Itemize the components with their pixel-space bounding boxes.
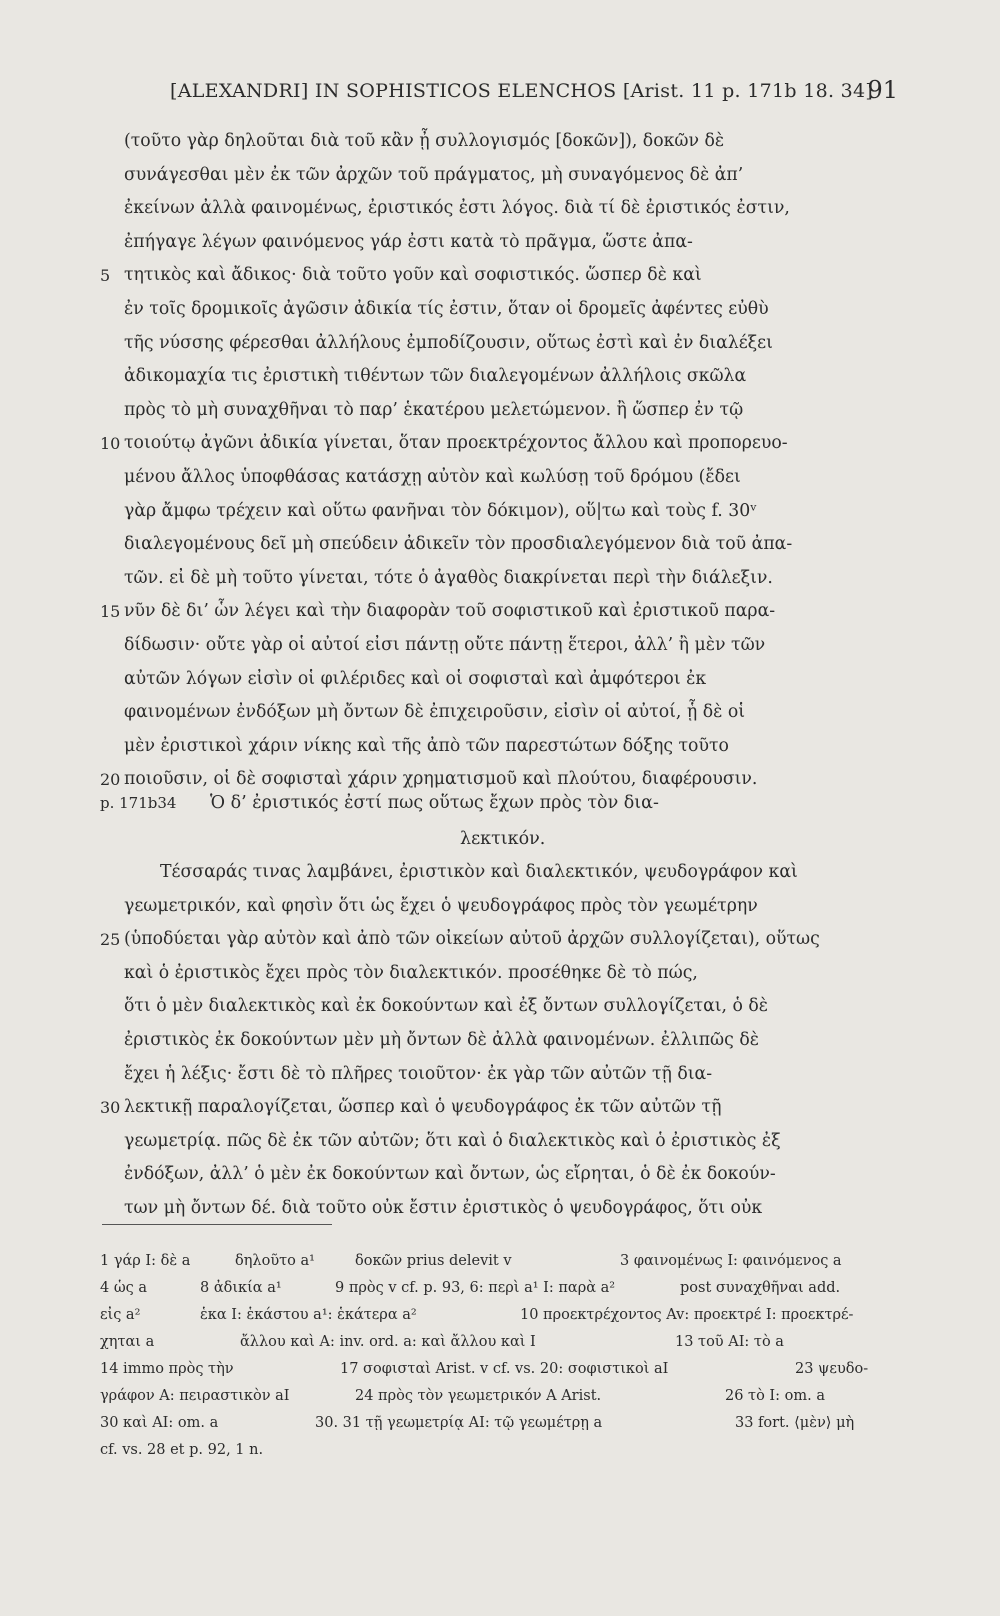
apparatus-entry: 3 φαινομένως I: φαινόμενος a (620, 1253, 842, 1269)
line-number: 10 (100, 434, 121, 454)
line-text: γεωμετρικόν, καὶ φησὶν ὅτι ὡς ἔχει ὁ ψευδογράφος πρὸς τὸν γεωμέτρην (124, 895, 758, 916)
line-text: λεκτικῇ παραλογίζεται, ὥσπερ καὶ ὁ ψευδογράφος ἐκ τῶν αὐτῶν τῇ (124, 1097, 722, 1118)
text-line (100, 562, 890, 596)
line-text: μὲν ἐριστικοὶ χάριν νίκης καὶ τῆς ἀπὸ τῶν παρεστώτων δόξης τοῦτο (124, 735, 729, 756)
lemma-text: Ὁ δ’ ἐριστικός ἐστί πως οὕτως ἔχων πρὸς τὸν δια- (210, 793, 659, 813)
text-line (100, 495, 890, 529)
line-text: ἐκείνων ἀλλὰ φαινομένως, ἐριστικός ἐστι λόγος. διὰ τί δὲ ἐριστικός ἐστιν, (124, 198, 790, 219)
text-line (100, 1158, 890, 1192)
text-line (100, 192, 890, 226)
section-lemma (100, 785, 890, 857)
apparatus-entry: δοκῶν prius delevit v (355, 1253, 512, 1269)
apparatus-entry: 23 ψευδο- (795, 1361, 869, 1377)
apparatus-line (100, 1437, 890, 1464)
text-line (100, 1024, 890, 1058)
apparatus-entry: 8 ἀδικία a¹ (200, 1280, 282, 1296)
header-title: [ALEXANDRI] IN SOPHISTICOS ELENCHOS [Arist. 11 p. 171b 18. 34] (170, 80, 874, 102)
apparatus-entry: εἰς a² (100, 1307, 141, 1323)
text-line (100, 259, 890, 293)
apparatus-entry: cf. vs. 28 et p. 92, 1 n. (100, 1442, 264, 1458)
line-text: Τέσσαράς τινας λαμβάνει, ἐριστικὸν καὶ διαλεκτικόν, ψευδογράφον καὶ (160, 862, 798, 882)
line-text: τοιούτῳ ἀγῶνι ἀδικία γίνεται, ὅταν προεκτρέχοντος ἄλλου καὶ προπορευο- (124, 433, 788, 454)
apparatus-entry: 4 ὡς a (100, 1280, 148, 1296)
apparatus-entry: 13 τοῦ AI: τὸ a (675, 1334, 784, 1350)
line-text: τῆς νύσσης φέρεσθαι ἀλλήλους ἐμποδίζουσιν, οὕτως ἐστὶ καὶ ἐν διαλέξει (124, 332, 773, 353)
line-text: διαλεγομένους δεῖ μὴ σπεύδειν ἀδικεῖν τὸν προσδιαλεγόμενον διὰ τοῦ ἀπα- (124, 534, 793, 555)
apparatus-line (100, 1275, 890, 1302)
apparatus-entry: δηλοῦτο a¹ (235, 1253, 315, 1269)
line-text: ἔχει ἡ λέξις· ἔστι δὲ τὸ πλῆρες τοιοῦτον· ἐκ γὰρ τῶν αὐτῶν τῇ δια- (124, 1063, 713, 1084)
main-text-block (100, 125, 890, 797)
line-number: 5 (100, 266, 111, 286)
apparatus-line (100, 1248, 890, 1275)
apparatus-entry: 1 γάρ I: δὲ a (100, 1253, 191, 1269)
line-text: γεωμετρίᾳ. πῶς δὲ ἐκ τῶν αὐτῶν; ὅτι καὶ ὁ διαλεκτικὸς καὶ ὁ ἐριστικὸς ἐξ (124, 1130, 781, 1151)
text-line (100, 1125, 890, 1159)
apparatus-entry: post συναχθῆναι add. (680, 1280, 841, 1296)
text-line (100, 856, 890, 890)
apparatus-line (100, 1410, 890, 1437)
line-number: 20 (100, 770, 121, 790)
section-reference: p. 171b34 (100, 794, 177, 812)
line-number: 30 (100, 1098, 121, 1118)
line-text: ἀδικομαχία τις ἐριστικὴ τιθέντων τῶν διαλεγομένων ἀλλήλοις σκῶλα (124, 366, 747, 387)
line-text: ἐπήγαγε λέγων φαινόμενος γάρ ἐστι κατὰ τὸ πρᾶγμα, ὥστε ἀπα- (124, 231, 693, 252)
apparatus-entry: 9 πρὸς v cf. p. 93, 6: περὶ a¹ I: παρὰ a² (335, 1280, 616, 1296)
running-header (170, 76, 898, 112)
text-line (100, 528, 890, 562)
text-line (100, 890, 890, 924)
text-line (100, 293, 890, 327)
text-line (100, 1058, 890, 1092)
line-text: νῦν δὲ δι’ ὧν λέγει καὶ τὴν διαφορὰν τοῦ σοφιστικοῦ καὶ ἐριστικοῦ παρα- (124, 601, 776, 622)
text-line (100, 226, 890, 260)
apparatus-line (100, 1329, 890, 1356)
text-line (100, 394, 890, 428)
apparatus-entry: ἑκα I: ἑκάστου a¹: ἑκάτερα a² (200, 1307, 417, 1323)
line-text: γὰρ ἄμφω τρέχειν καὶ οὕτω φανῆναι τὸν δόκιμον), οὕ|τω καὶ τοὺς f. 30ᵛ (124, 500, 757, 521)
text-line (100, 957, 890, 991)
text-line (100, 360, 890, 394)
lemma-line (100, 821, 890, 857)
text-line (100, 923, 890, 957)
line-text: ποιοῦσιν, οἱ δὲ σοφισταὶ χάριν χρηματισμοῦ καὶ πλούτου, διαφέρουσιν. (124, 769, 758, 790)
text-line (100, 595, 890, 629)
line-text: συνάγεσθαι μὲν ἐκ τῶν ἀρχῶν τοῦ πράγματος, μὴ συναγόμενος δὲ ἀπ’ (124, 164, 744, 185)
apparatus-line (100, 1383, 890, 1410)
apparatus-entry: χηται a (100, 1334, 155, 1350)
line-text: ἐν τοῖς δρομικοῖς ἀγῶσιν ἀδικία τίς ἐστιν, ὅταν οἱ δρομεῖς ἀφέντες εὐθὺ (124, 298, 769, 319)
text-line (100, 629, 890, 663)
line-text: τῶν. εἰ δὲ μὴ τοῦτο γίνεται, τότε ὁ ἀγαθὸς διακρίνεται περὶ τὴν διάλεξιν. (124, 567, 773, 588)
line-text: ἐνδόξων, ἀλλ’ ὁ μὲν ἐκ δοκούντων καὶ ὄντων, ὡς εἴρηται, ὁ δὲ ἐκ δοκούν- (124, 1164, 776, 1185)
line-text: (ὑποδύεται γὰρ αὐτὸν καὶ ἀπὸ τῶν οἰκείων αὐτοῦ ἀρχῶν συλλογίζεται), οὕτως (124, 929, 820, 950)
line-text: ὅτι ὁ μὲν διαλεκτικὸς καὶ ἐκ δοκούντων καὶ ἐξ ὄντων συλλογίζεται, ὁ δὲ (124, 996, 769, 1017)
apparatus-entry: 26 τὸ I: om. a (725, 1388, 825, 1404)
apparatus-criticus (100, 1248, 890, 1464)
apparatus-line (100, 1356, 890, 1383)
line-number: 25 (100, 930, 121, 950)
main-text-block-2 (100, 856, 890, 1226)
apparatus-line (100, 1302, 890, 1329)
apparatus-entry: ἄλλου καὶ A: inv. ord. a: καὶ ἄλλου καὶ I (240, 1334, 536, 1350)
text-line (100, 730, 890, 764)
line-text: αὐτῶν λόγων εἰσὶν οἱ φιλέριδες καὶ οἱ σοφισταὶ καὶ ἀμφότεροι ἐκ (124, 668, 707, 689)
apparatus-entry: 33 fort. ⟨μὲν⟩ μὴ (735, 1415, 855, 1431)
line-number: 15 (100, 602, 121, 622)
text-line (100, 696, 890, 730)
apparatus-entry: 17 σοφισταὶ Arist. v cf. vs. 20: σοφιστικοὶ aI (340, 1361, 669, 1377)
text-line (100, 1091, 890, 1125)
text-line (100, 990, 890, 1024)
line-text: τητικὸς καὶ ἄδικος· διὰ τοῦτο γοῦν καὶ σοφιστικός. ὥσπερ δὲ καὶ (124, 265, 702, 286)
line-text: φαινομένων ἐνδόξων μὴ ὄντων δὲ ἐπιχειροῦσιν, εἰσὶν οἱ αὐτοί, ᾗ δὲ οἱ (124, 702, 746, 723)
apparatus-entry: 30 καὶ AI: om. a (100, 1415, 219, 1431)
line-text: δίδωσιν· οὔτε γὰρ οἱ αὐτοί εἰσι πάντῃ οὔτε πάντῃ ἕτεροι, ἀλλ’ ἢ μὲν τῶν (124, 634, 766, 655)
line-text: (τοῦτο γὰρ δηλοῦται διὰ τοῦ κἂν ᾖ συλλογισμός [δοκῶν]), δοκῶν δὲ (124, 131, 725, 151)
text-line (100, 327, 890, 361)
apparatus-entry: 24 πρὸς τὸν γεωμετρικόν A Arist. (355, 1388, 602, 1404)
line-text: καὶ ὁ ἐριστικὸς ἔχει πρὸς τὸν διαλεκτικόν. προσέθηκε δὲ τὸ πώς, (124, 962, 698, 983)
lemma-text-continued: λεκτικόν. (460, 829, 546, 849)
apparatus-entry: 10 προεκτρέχοντος Av: προεκτρέ I: προεκτρέ- (520, 1307, 854, 1323)
text-line (100, 427, 890, 461)
line-text: πρὸς τὸ μὴ συναχθῆναι τὸ παρ’ ἑκατέρου μελετώμενον. ἢ ὥσπερ ἐν τῷ (124, 399, 744, 420)
lemma-line (100, 785, 890, 821)
line-text: μένου ἄλλος ὑποφθάσας κατάσχῃ αὐτὸν καὶ κωλύσῃ τοῦ δρόμου (ἔδει (124, 466, 741, 487)
line-text: των μὴ ὄντων δέ. διὰ τοῦτο οὐκ ἔστιν ἐριστικὸς ὁ ψευδογράφος, ὅτι οὐκ (124, 1197, 763, 1218)
apparatus-entry: 14 immo πρὸς τὴν (100, 1361, 234, 1377)
page-number: 91 (867, 76, 898, 104)
text-line (100, 1192, 890, 1226)
footnote-rule (102, 1224, 332, 1225)
line-text: ἐριστικὸς ἐκ δοκούντων μὲν μὴ ὄντων δὲ ἀλλὰ φαινομένων. ἐλλιπῶς δὲ (124, 1029, 759, 1050)
apparatus-entry: γράφον A: πειραστικὸν aI (100, 1388, 290, 1404)
apparatus-entry: 30. 31 τῇ γεωμετρίᾳ AI: τῷ γεωμέτρῃ a (315, 1415, 603, 1431)
text-line (100, 461, 890, 495)
text-line (100, 159, 890, 193)
text-line (100, 663, 890, 697)
text-line (100, 125, 890, 159)
